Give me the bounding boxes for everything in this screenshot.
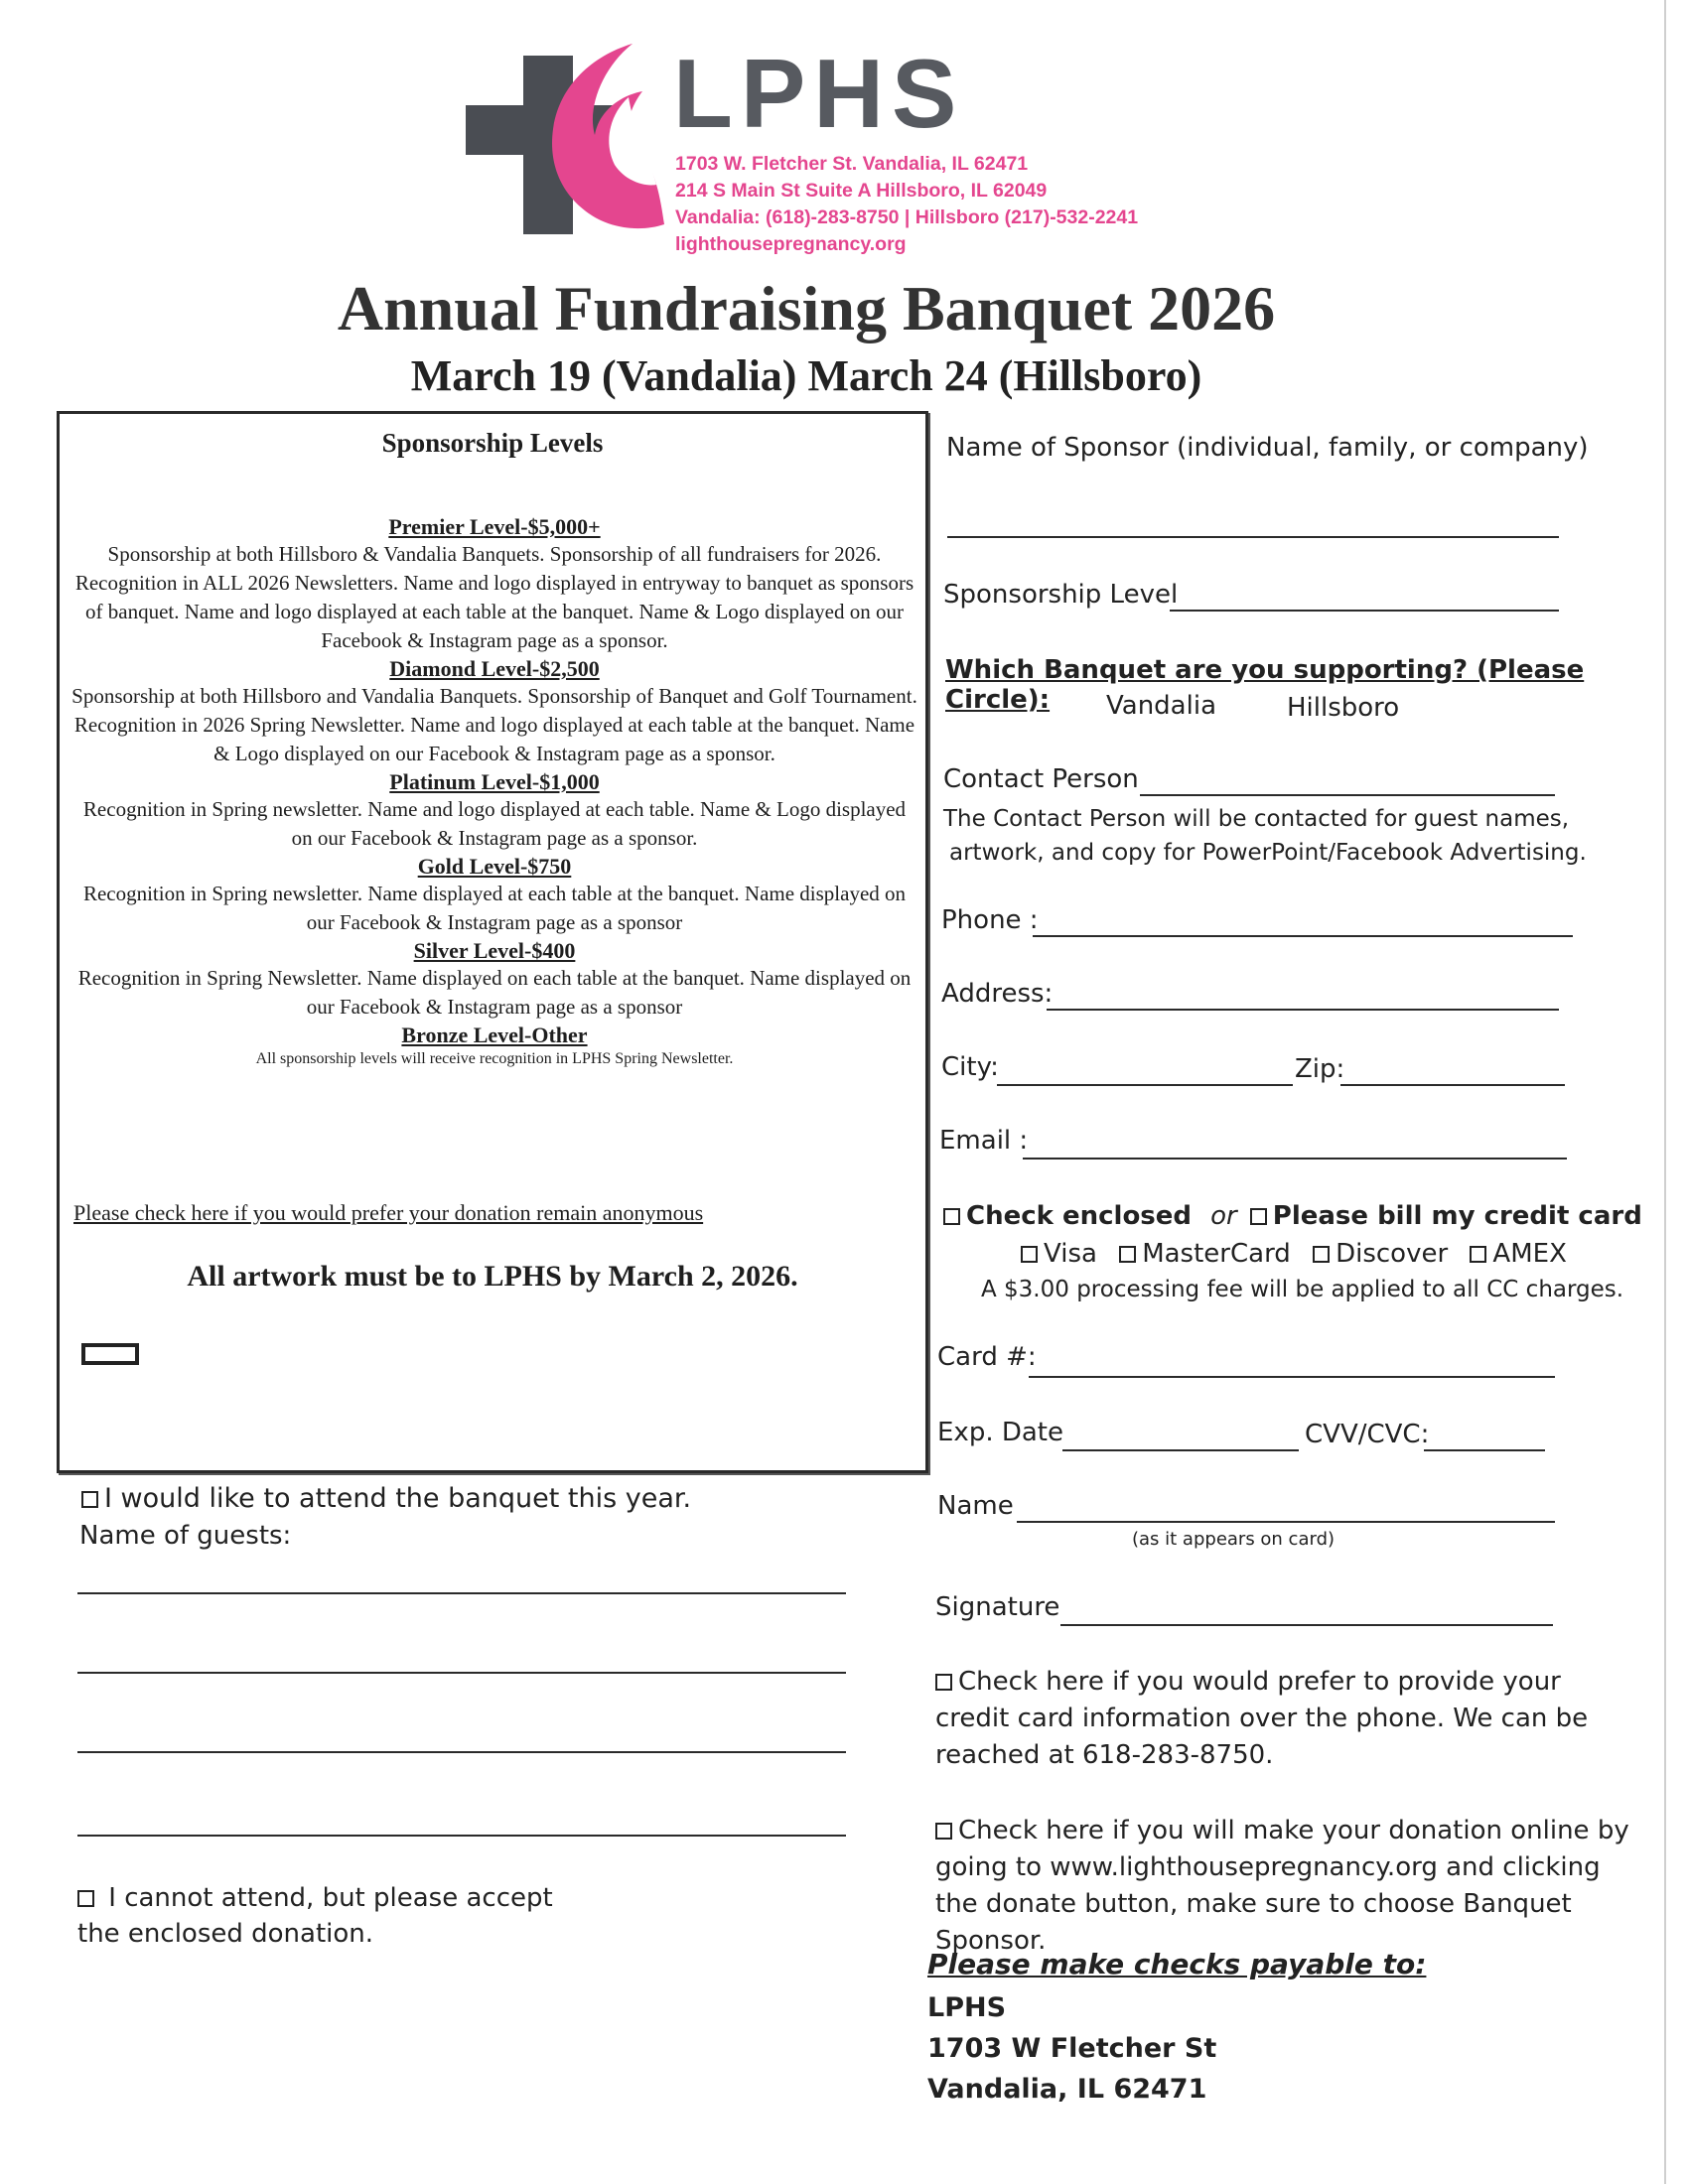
phone-payment-checkbox[interactable]	[935, 1674, 952, 1691]
guest-name-line[interactable]	[77, 1751, 846, 1753]
sponsorship-level	[71, 937, 917, 1022]
address-line[interactable]	[1047, 1009, 1559, 1011]
contact-person-line[interactable]	[1140, 794, 1555, 796]
org-address-block	[675, 151, 1138, 258]
sponsorship-level	[71, 655, 917, 768]
or-text: or	[1210, 1201, 1237, 1231]
page-title: Annual Fundraising Banquet 2026	[337, 273, 1276, 343]
banquet-option-hillsboro[interactable]: Hillsboro	[1287, 693, 1400, 723]
online-donation-option[interactable]	[935, 1813, 1630, 1960]
contact-note-line: artwork, and copy for PowerPoint/Facebook Advertising.	[949, 840, 1587, 866]
bill-card-checkbox[interactable]	[1250, 1208, 1267, 1225]
level-description: All sponsorship levels will receive recognition in LPHS Spring Newsletter.	[255, 1050, 734, 1067]
org-name: LPHS	[673, 39, 965, 148]
card-number-label: Card #:	[937, 1342, 1037, 1372]
sponsorship-level	[71, 513, 917, 655]
card-option-discover[interactable]	[1313, 1239, 1448, 1269]
level-description: Recognition in Spring Newsletter. Name displayed on each table at the banquet. Name displayed on our Facebook & Instagram page as a sponsor	[77, 966, 912, 1019]
anonymous-checkbox-label[interactable]: Please check here if you would prefer your donation remain anonymous	[73, 1200, 704, 1225]
payable-address	[927, 1987, 1216, 2110]
visa-label: Visa	[1044, 1239, 1097, 1269]
zip-label: Zip:	[1295, 1054, 1345, 1084]
sponsorship-heading: Sponsorship Levels	[381, 428, 604, 458]
level-title: Diamond Level-$2,500	[389, 656, 600, 681]
cvv-label: CVV/CVC:	[1305, 1420, 1430, 1449]
guest-name-line[interactable]	[77, 1592, 846, 1594]
name-on-card-line[interactable]	[1017, 1521, 1555, 1523]
payable-city: Vandalia, IL 62471	[927, 2074, 1207, 2105]
phone-payment-option[interactable]	[935, 1664, 1630, 1774]
phone-payment-label: Check here if you would prefer to provide your credit card information over the phone. We can be reached at 618-283-8750.	[935, 1667, 1589, 1770]
check-enclosed-label: Check enclosed	[966, 1201, 1193, 1231]
banquet-question: Which Banquet are you supporting? (Please Circle):	[945, 655, 1585, 715]
phone-line[interactable]	[1033, 935, 1573, 937]
signature-line[interactable]	[1060, 1624, 1553, 1626]
mastercard-label: MasterCard	[1142, 1239, 1291, 1269]
sponsorship-level	[71, 853, 917, 937]
payable-street: 1703 W Fletcher St	[927, 2033, 1217, 2064]
org-phone-line: Vandalia: (618)-283-8750 | Hillsboro (217)-532-2241	[675, 206, 1139, 228]
cannot-attend-option[interactable]	[77, 1880, 553, 1952]
attend-label: I would like to attend the banquet this year.	[104, 1483, 692, 1514]
guest-name-line[interactable]	[77, 1672, 846, 1674]
zip-line[interactable]	[1340, 1084, 1565, 1086]
level-description: Recognition in Spring newsletter. Name and logo displayed at each table. Name & Logo displayed on our Facebook & Instagram page as a sponsor.	[82, 797, 907, 850]
amex-checkbox[interactable]	[1470, 1246, 1486, 1263]
level-title: Premier Level-$5,000+	[388, 514, 601, 539]
level-description: Sponsorship at both Hillsboro & Vandalia Banquets. Sponsorship of all fundraisers for 2026. Recognition in ALL 2026 Newsletters. Name and logo displayed in entryway to banquet as sponsors of banquet. Name and logo displayed at each table at the banquet. Name & Logo displayed on our Facebook & Instagram page as a sponsor.	[74, 542, 914, 652]
banquet-option-vandalia[interactable]: Vandalia	[1106, 691, 1216, 721]
payment-method-row	[943, 1201, 1642, 1231]
guest-name-line[interactable]	[77, 1835, 846, 1837]
card-option-visa[interactable]	[1021, 1239, 1097, 1269]
sponsorship-level	[71, 1022, 917, 1070]
level-title: Gold Level-$750	[417, 854, 572, 879]
city-line[interactable]	[997, 1084, 1293, 1086]
city-label: City:	[941, 1052, 999, 1082]
name-on-card-label: Name	[937, 1491, 1014, 1521]
signature-label: Signature	[935, 1592, 1060, 1622]
bill-card-option[interactable]	[1250, 1201, 1642, 1231]
sponsorship-level-line[interactable]	[1170, 610, 1559, 612]
page-edge-divider	[1664, 0, 1666, 2184]
bill-card-label: Please bill my credit card	[1272, 1201, 1642, 1231]
level-title: Platinum Level-$1,000	[389, 769, 600, 794]
cannot-attend-checkbox[interactable]	[77, 1890, 94, 1907]
sponsor-name-label: Name of Sponsor (individual, family, or company)	[946, 433, 1589, 463]
payable-heading: Please make checks payable to:	[927, 1948, 1427, 1980]
cannot-attend-label: I cannot attend, but please accept	[108, 1883, 553, 1913]
card-type-row	[1021, 1239, 1567, 1269]
phone-label: Phone :	[941, 905, 1039, 935]
email-label: Email :	[939, 1126, 1029, 1156]
visa-checkbox[interactable]	[1021, 1246, 1038, 1263]
address-label: Address:	[941, 979, 1054, 1009]
lphs-logo-icon	[462, 38, 670, 241]
contact-note-line: The Contact Person will be contacted for guest names,	[943, 806, 1570, 832]
online-donation-label: Check here if you will make your donation online by going to www.lighthousepregnancy.org and clicking the donate button, make sure to choose Banquet Sponsor.	[935, 1816, 1629, 1956]
exp-date-line[interactable]	[1062, 1449, 1299, 1451]
sponsorship-level-list	[71, 513, 917, 1070]
level-description: Recognition in Spring newsletter. Name displayed at each table at the banquet. Name displayed on our Facebook & Instagram page as a sponsor	[82, 882, 907, 934]
processing-fee-note: A $3.00 processing fee will be applied to all CC charges.	[981, 1277, 1624, 1302]
logo-mark	[462, 38, 670, 241]
online-donation-checkbox[interactable]	[935, 1823, 952, 1840]
discover-checkbox[interactable]	[1313, 1246, 1330, 1263]
exp-date-label: Exp. Date	[937, 1418, 1063, 1447]
card-option-amex[interactable]	[1470, 1239, 1566, 1269]
guests-label: Name of guests:	[79, 1521, 292, 1551]
cannot-attend-label-line2: the enclosed donation.	[77, 1919, 374, 1949]
cvv-line[interactable]	[1424, 1449, 1545, 1451]
check-enclosed-option[interactable]	[943, 1201, 1192, 1231]
email-line[interactable]	[1023, 1158, 1567, 1160]
level-title: Silver Level-$400	[413, 938, 576, 963]
attend-checkbox[interactable]	[81, 1491, 98, 1508]
card-number-line[interactable]	[1029, 1376, 1555, 1378]
name-on-card-note: (as it appears on card)	[1132, 1529, 1336, 1550]
attend-option[interactable]	[81, 1483, 691, 1514]
payable-name: LPHS	[927, 1992, 1007, 2023]
card-option-mastercard[interactable]	[1119, 1239, 1291, 1269]
contact-note	[943, 802, 1587, 870]
level-description: Sponsorship at both Hillsboro and Vandalia Banquets. Sponsorship of Banquet and Golf Tournament. Recognition in 2026 Spring Newsletter. Name and logo displayed at each table at the banquet. Name & Logo displayed on our Facebook & Instagram page as a sponsor.	[71, 684, 917, 765]
sponsorship-box	[57, 411, 928, 1473]
org-website: lighthousepregnancy.org	[675, 233, 907, 255]
amex-label: AMEX	[1492, 1239, 1567, 1269]
sponsor-name-line[interactable]	[947, 536, 1559, 538]
mastercard-checkbox[interactable]	[1119, 1246, 1136, 1263]
org-address-line: 1703 W. Fletcher St. Vandalia, IL 62471	[675, 153, 1029, 175]
discover-label: Discover	[1336, 1239, 1449, 1269]
page-subtitle: March 19 (Vandalia) March 24 (Hillsboro)	[410, 351, 1202, 400]
artwork-deadline: All artwork must be to LPHS by March 2, 2026.	[187, 1260, 798, 1293]
check-enclosed-checkbox[interactable]	[943, 1208, 960, 1225]
sponsorship-level	[71, 768, 917, 853]
level-title: Bronze Level-Other	[401, 1023, 588, 1047]
org-address-line: 214 S Main St Suite A Hillsboro, IL 62049	[675, 180, 1048, 202]
anonymous-checkbox[interactable]	[81, 1343, 139, 1365]
sponsorship-level-label: Sponsorship Level	[943, 580, 1179, 610]
contact-person-label: Contact Person	[943, 764, 1139, 794]
